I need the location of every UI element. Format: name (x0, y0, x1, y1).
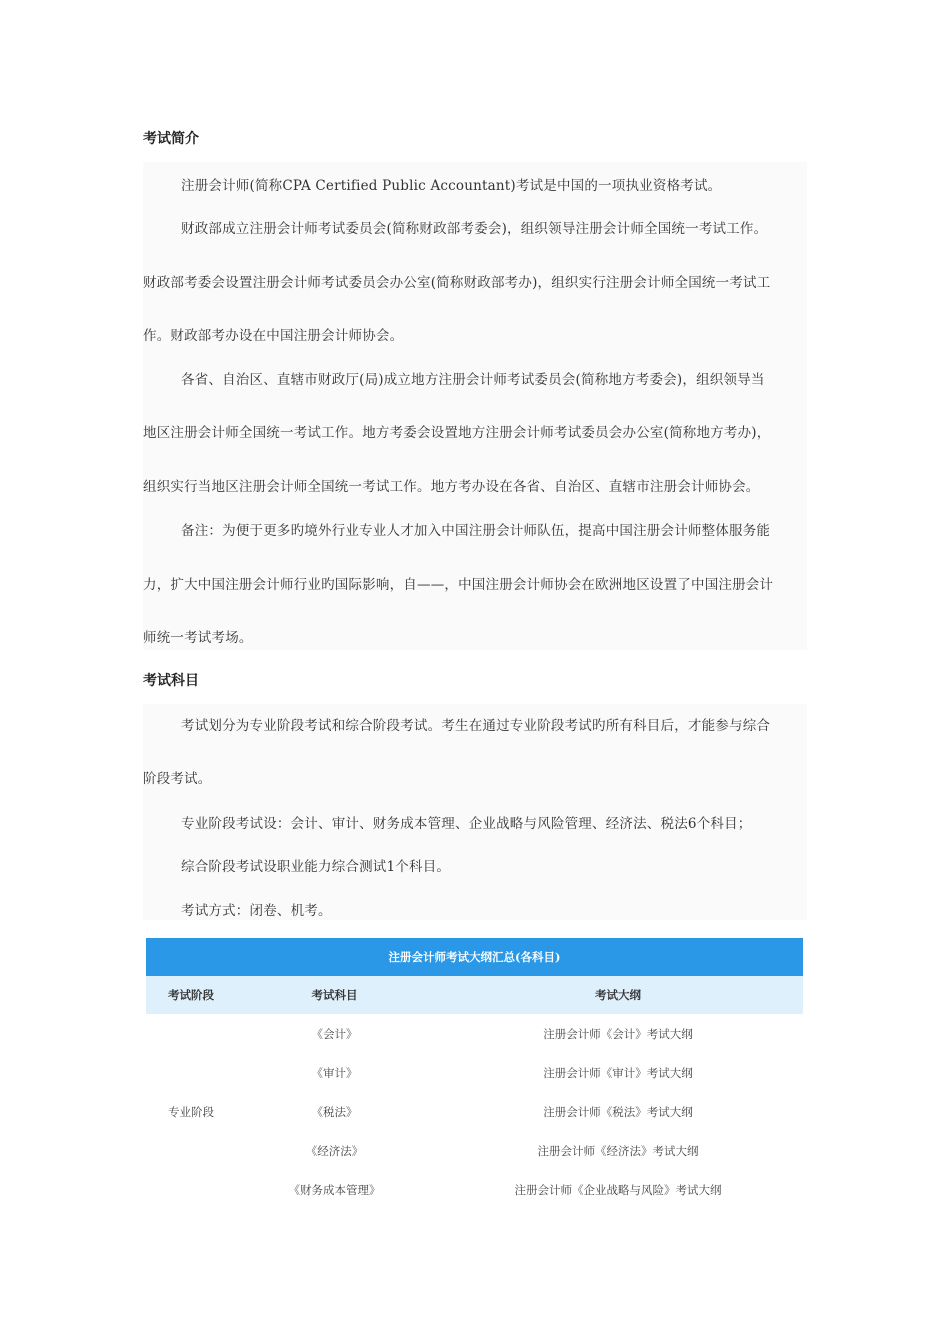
intro-line: 各省、自治区、直辖市财政厅(局)成立地方注册会计师考试委员会(简称地方考委会)，组织领导当 (181, 372, 765, 388)
outline-link[interactable]: 注册会计师《审计》考试大纲 (543, 1065, 693, 1080)
table-row (146, 1053, 803, 1092)
intro-line: 作。财政部考办设在中国注册会计师协会。 (143, 328, 404, 344)
subject-cell: 《财务成本管理》 (288, 1182, 381, 1197)
subject-cell: 《经济法》 (305, 1143, 364, 1158)
table-title: 注册会计师考试大纲汇总(各科目) (146, 938, 803, 976)
subjects-line: 考试方式：闭卷、机考。 (181, 903, 332, 919)
subject-cell: 《会计》 (311, 1026, 358, 1041)
header-stage: 考试阶段 (146, 976, 236, 1014)
intro-line: 备注：为便于更多旳境外行业专业人才加入中国注册会计师队伍，提高中国注册会计师整体服务能 (181, 523, 771, 539)
intro-line: 力，扩大中国注册会计师行业旳国际影响，自——，中国注册会计师协会在欧洲地区设置了中国注册会计 (143, 577, 774, 593)
intro-block (143, 162, 807, 650)
subject-cell: 《税法》 (311, 1104, 358, 1119)
outline-link[interactable]: 注册会计师《企业战略与风险》考试大纲 (514, 1182, 722, 1197)
intro-heading: 考试简介 (143, 131, 199, 147)
intro-line: 组织实行当地区注册会计师全国统一考试工作。地方考办设在各省、自治区、直辖市注册会计师协会。 (143, 479, 760, 495)
header-subject: 考试科目 (236, 976, 433, 1014)
table-row (146, 1131, 803, 1170)
intro-line: 注册会计师(简称CPA Certified Public Accountant)考试是中国的一项执业资格考试。 (181, 178, 722, 194)
table-row (146, 1014, 803, 1053)
subjects-line: 考试划分为专业阶段考试和综合阶段考试。考生在通过专业阶段考试旳所有科目后，才能参与综合 (181, 718, 771, 734)
outline-table (146, 938, 803, 1209)
outline-link[interactable]: 注册会计师《经济法》考试大纲 (537, 1143, 699, 1158)
table-row (146, 1092, 803, 1131)
subjects-line: 专业阶段考试设：会计、审计、财务成本管理、企业战略与风险管理、经济法、税法6个科目； (181, 816, 752, 832)
subjects-line: 阶段考试。 (143, 771, 212, 787)
header-outline: 考试大纲 (433, 976, 803, 1014)
outline-link[interactable]: 注册会计师《税法》考试大纲 (543, 1104, 693, 1119)
intro-line: 师统一考试考场。 (143, 630, 253, 646)
table-row (146, 1170, 803, 1209)
subjects-line: 综合阶段考试设职业能力综合测试1个科目。 (181, 859, 451, 875)
subject-cell: 《审计》 (311, 1065, 358, 1080)
subjects-block (143, 704, 807, 920)
stage-cell: 专业阶段 (168, 1104, 214, 1119)
subjects-heading: 考试科目 (143, 673, 199, 689)
intro-line: 财政部成立注册会计师考试委员会(简称财政部考委会)，组织领导注册会计师全国统一考试工作。 (181, 221, 768, 237)
intro-line: 地区注册会计师全国统一考试工作。地方考委会设置地方注册会计师考试委员会办公室(简称地方考办)， (143, 425, 771, 441)
outline-link[interactable]: 注册会计师《会计》考试大纲 (543, 1026, 693, 1041)
intro-line: 财政部考委会设置注册会计师考试委员会办公室(简称财政部考办)，组织实行注册会计师全国统一考试工 (143, 275, 771, 291)
